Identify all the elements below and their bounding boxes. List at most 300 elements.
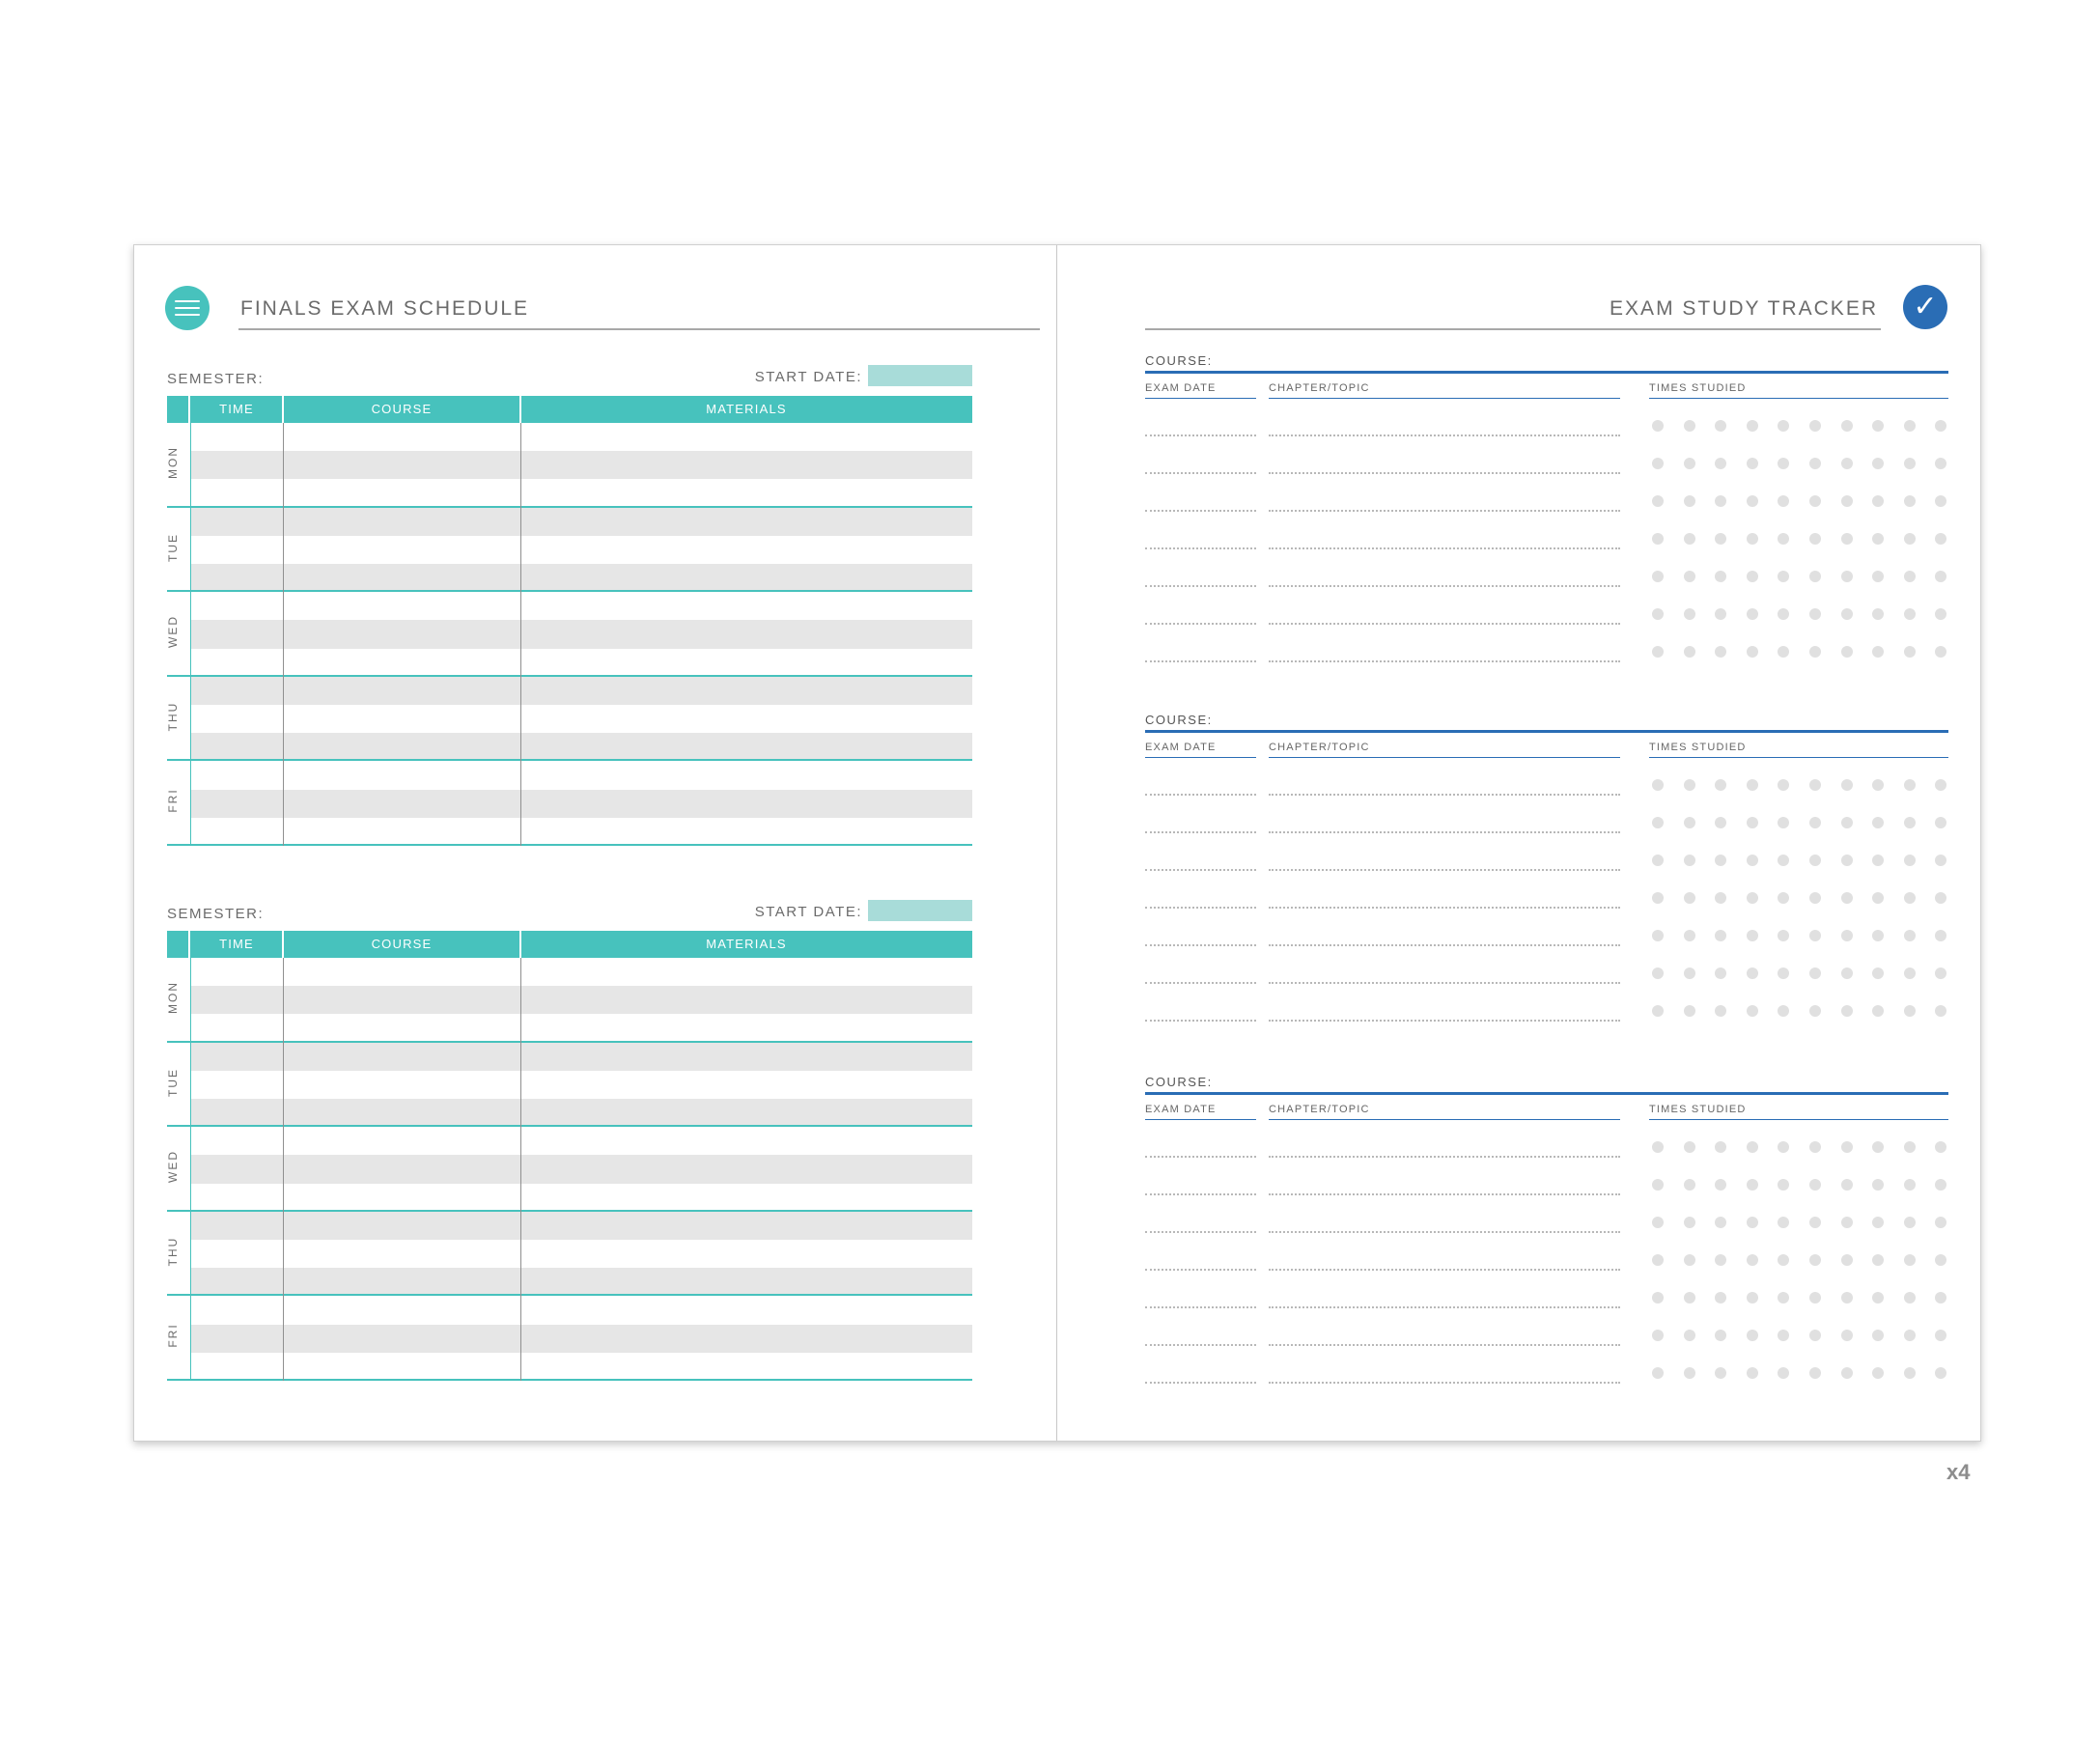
start-date-field[interactable] [868, 900, 972, 921]
study-bubble[interactable] [1841, 1141, 1853, 1153]
day-row[interactable] [167, 761, 972, 846]
study-bubble[interactable] [1684, 458, 1695, 469]
table-body [167, 423, 972, 846]
day-row[interactable] [167, 677, 972, 762]
chapter-topic-field[interactable] [1269, 660, 1620, 662]
tracker-row [1145, 519, 1948, 557]
study-bubble[interactable] [1652, 495, 1664, 507]
study-bubble[interactable] [1747, 533, 1758, 545]
chapter-topic-field[interactable] [1269, 1231, 1620, 1233]
study-bubble[interactable] [1684, 571, 1695, 582]
study-bubble[interactable] [1935, 608, 1946, 620]
study-bubble[interactable] [1809, 1254, 1821, 1266]
study-bubble[interactable] [1809, 1005, 1821, 1017]
study-bubble[interactable] [1904, 646, 1916, 658]
study-bubble[interactable] [1872, 892, 1884, 904]
study-bubble[interactable] [1778, 1254, 1789, 1266]
study-bubble[interactable] [1652, 1292, 1664, 1304]
study-bubble[interactable] [1715, 1179, 1726, 1191]
study-bubble[interactable] [1872, 930, 1884, 941]
exam-date-field[interactable] [1145, 869, 1256, 871]
column-header: TIMES STUDIED [1649, 742, 1747, 753]
study-bubble[interactable] [1935, 1367, 1946, 1379]
study-bubble[interactable] [1841, 930, 1853, 941]
start-date-label: START DATE: [754, 904, 862, 920]
day-row[interactable] [167, 1296, 972, 1381]
study-bubble[interactable] [1684, 1217, 1695, 1228]
chapter-topic-field[interactable] [1269, 510, 1620, 512]
exam-date-field[interactable] [1145, 1231, 1256, 1233]
exam-date-field[interactable] [1145, 547, 1256, 549]
study-bubble[interactable] [1715, 892, 1726, 904]
study-bubble[interactable] [1904, 533, 1916, 545]
tracker-row [1145, 1203, 1948, 1241]
study-bubble[interactable] [1715, 571, 1726, 582]
study-bubble[interactable] [1872, 1254, 1884, 1266]
study-bubble[interactable] [1809, 420, 1821, 432]
day-label: MON [166, 981, 180, 1014]
exam-date-field[interactable] [1145, 831, 1256, 833]
study-bubble[interactable] [1809, 1330, 1821, 1341]
study-bubble[interactable] [1904, 779, 1916, 791]
study-bubble[interactable] [1684, 1179, 1695, 1191]
study-bubble[interactable] [1715, 1005, 1726, 1017]
study-bubble[interactable] [1809, 495, 1821, 507]
study-bubble[interactable] [1904, 1367, 1916, 1379]
column-header: MATERIALS [706, 402, 787, 416]
study-bubble[interactable] [1935, 1217, 1946, 1228]
study-bubble[interactable] [1652, 533, 1664, 545]
study-bubble[interactable] [1935, 533, 1946, 545]
study-bubble[interactable] [1872, 1367, 1884, 1379]
study-bubble[interactable] [1778, 1141, 1789, 1153]
chapter-topic-field[interactable] [1269, 472, 1620, 474]
study-bubble[interactable] [1684, 646, 1695, 658]
chapter-topic-field[interactable] [1269, 907, 1620, 909]
study-bubble[interactable] [1684, 779, 1695, 791]
chapter-topic-field[interactable] [1269, 547, 1620, 549]
study-bubble[interactable] [1778, 1179, 1789, 1191]
study-bubble[interactable] [1841, 892, 1853, 904]
exam-date-field[interactable] [1145, 472, 1256, 474]
study-bubble[interactable] [1872, 646, 1884, 658]
day-label: FRI [166, 1323, 180, 1349]
study-bubble[interactable] [1935, 1179, 1946, 1191]
study-bubble[interactable] [1841, 608, 1853, 620]
study-bubble[interactable] [1715, 533, 1726, 545]
chapter-topic-field[interactable] [1269, 1306, 1620, 1308]
exam-date-field[interactable] [1145, 944, 1256, 946]
study-bubble[interactable] [1809, 930, 1821, 941]
study-bubble[interactable] [1841, 1179, 1853, 1191]
study-bubble[interactable] [1809, 571, 1821, 582]
study-bubble[interactable] [1684, 1005, 1695, 1017]
study-bubble[interactable] [1935, 646, 1946, 658]
chapter-topic-field[interactable] [1269, 982, 1620, 984]
study-bubble[interactable] [1652, 1141, 1664, 1153]
page-title: FINALS EXAM SCHEDULE [240, 297, 530, 320]
chapter-topic-field[interactable] [1269, 434, 1620, 436]
study-bubble[interactable] [1841, 1292, 1853, 1304]
study-bubble[interactable] [1747, 1292, 1758, 1304]
study-bubble[interactable] [1652, 1217, 1664, 1228]
study-bubble[interactable] [1904, 420, 1916, 432]
study-bubble[interactable] [1778, 1217, 1789, 1228]
study-bubble[interactable] [1778, 930, 1789, 941]
study-bubble[interactable] [1841, 533, 1853, 545]
study-bubble[interactable] [1809, 967, 1821, 979]
study-bubble[interactable] [1841, 646, 1853, 658]
study-bubble[interactable] [1715, 1292, 1726, 1304]
study-bubble[interactable] [1935, 817, 1946, 828]
column-header: CHAPTER/TOPIC [1269, 742, 1370, 753]
day-row[interactable] [167, 1043, 972, 1128]
quantity-badge: x4 [1946, 1460, 1971, 1484]
chapter-topic-field[interactable] [1269, 1020, 1620, 1022]
study-bubble[interactable] [1809, 1141, 1821, 1153]
study-bubble[interactable] [1809, 1179, 1821, 1191]
study-bubble[interactable] [1747, 646, 1758, 658]
study-bubble[interactable] [1872, 779, 1884, 791]
study-bubble[interactable] [1841, 779, 1853, 791]
study-bubble[interactable] [1935, 1254, 1946, 1266]
study-bubble[interactable] [1904, 1330, 1916, 1341]
study-bubble[interactable] [1904, 608, 1916, 620]
study-bubble[interactable] [1809, 855, 1821, 866]
study-bubble[interactable] [1935, 571, 1946, 582]
study-bubble[interactable] [1715, 779, 1726, 791]
study-bubble[interactable] [1778, 608, 1789, 620]
study-bubble[interactable] [1904, 1217, 1916, 1228]
chapter-topic-field[interactable] [1269, 585, 1620, 587]
study-bubble[interactable] [1935, 495, 1946, 507]
study-bubble[interactable] [1872, 420, 1884, 432]
study-bubble[interactable] [1872, 458, 1884, 469]
study-bubble[interactable] [1684, 533, 1695, 545]
study-bubble[interactable] [1747, 855, 1758, 866]
study-bubble[interactable] [1652, 1330, 1664, 1341]
study-bubble[interactable] [1747, 458, 1758, 469]
study-bubble[interactable] [1652, 1005, 1664, 1017]
study-bubble[interactable] [1652, 458, 1664, 469]
study-bubble[interactable] [1715, 1141, 1726, 1153]
tracker-row [1145, 1165, 1948, 1203]
exam-date-field[interactable] [1145, 1344, 1256, 1346]
day-label: WED [166, 615, 180, 649]
study-bubble[interactable] [1809, 533, 1821, 545]
study-bubble[interactable] [1684, 1254, 1695, 1266]
study-bubble[interactable] [1778, 458, 1789, 469]
study-bubble[interactable] [1747, 1367, 1758, 1379]
study-bubble[interactable] [1841, 495, 1853, 507]
study-bubble[interactable] [1809, 817, 1821, 828]
exam-date-field[interactable] [1145, 623, 1256, 625]
study-bubble[interactable] [1872, 608, 1884, 620]
chapter-topic-field[interactable] [1269, 1382, 1620, 1384]
exam-date-field[interactable] [1145, 1156, 1256, 1158]
exam-date-field[interactable] [1145, 1382, 1256, 1384]
exam-date-field[interactable] [1145, 1269, 1256, 1271]
study-bubble[interactable] [1809, 1292, 1821, 1304]
study-bubble[interactable] [1935, 779, 1946, 791]
study-bubble[interactable] [1747, 1254, 1758, 1266]
study-bubble[interactable] [1684, 1330, 1695, 1341]
study-bubble[interactable] [1904, 1141, 1916, 1153]
study-bubble[interactable] [1747, 608, 1758, 620]
study-bubble[interactable] [1809, 1367, 1821, 1379]
study-bubble[interactable] [1715, 495, 1726, 507]
study-bubble[interactable] [1715, 967, 1726, 979]
study-bubble[interactable] [1778, 779, 1789, 791]
chapter-topic-field[interactable] [1269, 869, 1620, 871]
study-bubble[interactable] [1809, 779, 1821, 791]
study-bubble[interactable] [1652, 779, 1664, 791]
study-bubble[interactable] [1841, 420, 1853, 432]
chapter-topic-field[interactable] [1269, 944, 1620, 946]
study-bubble[interactable] [1904, 930, 1916, 941]
study-bubble[interactable] [1809, 892, 1821, 904]
study-bubble[interactable] [1904, 495, 1916, 507]
semester-label: SEMESTER: [167, 371, 265, 387]
study-bubble[interactable] [1809, 1217, 1821, 1228]
study-bubble[interactable] [1747, 1179, 1758, 1191]
study-bubble[interactable] [1684, 930, 1695, 941]
study-bubble[interactable] [1935, 1141, 1946, 1153]
study-bubble[interactable] [1778, 817, 1789, 828]
study-bubble[interactable] [1652, 1367, 1664, 1379]
study-bubble[interactable] [1841, 1254, 1853, 1266]
study-bubble[interactable] [1841, 855, 1853, 866]
study-bubble[interactable] [1715, 817, 1726, 828]
exam-date-field[interactable] [1145, 794, 1256, 796]
study-bubble[interactable] [1778, 1330, 1789, 1341]
tracker-row [1145, 482, 1948, 519]
study-bubble[interactable] [1684, 855, 1695, 866]
study-bubble[interactable] [1872, 1141, 1884, 1153]
column-header: TIMES STUDIED [1649, 1104, 1747, 1115]
day-row[interactable] [167, 958, 972, 1043]
study-bubble[interactable] [1747, 930, 1758, 941]
study-bubble[interactable] [1935, 1330, 1946, 1341]
study-bubble[interactable] [1778, 1367, 1789, 1379]
study-bubble[interactable] [1904, 855, 1916, 866]
chapter-topic-field[interactable] [1269, 831, 1620, 833]
column-header: MATERIALS [706, 937, 787, 951]
day-row[interactable] [167, 508, 972, 593]
exam-schedule-table [167, 359, 972, 846]
study-bubble[interactable] [1935, 930, 1946, 941]
study-bubble[interactable] [1715, 458, 1726, 469]
study-bubble[interactable] [1904, 967, 1916, 979]
finals-exam-schedule-page [134, 245, 1056, 1441]
study-bubble[interactable] [1715, 646, 1726, 658]
study-bubble[interactable] [1652, 608, 1664, 620]
study-bubble[interactable] [1841, 458, 1853, 469]
exam-date-field[interactable] [1145, 660, 1256, 662]
study-bubble[interactable] [1872, 1292, 1884, 1304]
study-bubble[interactable] [1872, 855, 1884, 866]
study-bubble[interactable] [1935, 420, 1946, 432]
study-bubble[interactable] [1872, 495, 1884, 507]
study-bubble[interactable] [1747, 495, 1758, 507]
study-bubble[interactable] [1652, 967, 1664, 979]
study-bubble[interactable] [1778, 571, 1789, 582]
study-bubble[interactable] [1935, 967, 1946, 979]
chapter-topic-field[interactable] [1269, 1193, 1620, 1195]
study-bubble[interactable] [1684, 1141, 1695, 1153]
study-bubble[interactable] [1715, 930, 1726, 941]
tracker-row [1145, 595, 1948, 632]
exam-date-field[interactable] [1145, 1193, 1256, 1195]
tracker-row [1145, 879, 1948, 916]
study-bubble[interactable] [1684, 1367, 1695, 1379]
study-bubble[interactable] [1872, 533, 1884, 545]
exam-date-field[interactable] [1145, 982, 1256, 984]
course-label: COURSE: [1145, 353, 1213, 368]
exam-date-field[interactable] [1145, 1306, 1256, 1308]
tracker-row [1145, 1241, 1948, 1278]
study-bubble[interactable] [1872, 1330, 1884, 1341]
chapter-topic-field[interactable] [1269, 1269, 1620, 1271]
study-bubble[interactable] [1747, 1330, 1758, 1341]
column-header: COURSE [371, 402, 433, 416]
study-bubble[interactable] [1904, 571, 1916, 582]
study-bubble[interactable] [1872, 967, 1884, 979]
study-bubble[interactable] [1809, 458, 1821, 469]
study-bubble[interactable] [1715, 420, 1726, 432]
start-date-field[interactable] [868, 365, 972, 386]
study-bubble[interactable] [1778, 420, 1789, 432]
study-bubble[interactable] [1904, 458, 1916, 469]
study-bubble[interactable] [1904, 817, 1916, 828]
day-row[interactable] [167, 592, 972, 677]
exam-date-field[interactable] [1145, 510, 1256, 512]
study-bubble[interactable] [1747, 420, 1758, 432]
exam-date-field[interactable] [1145, 1020, 1256, 1022]
study-bubble[interactable] [1652, 855, 1664, 866]
course-label: COURSE: [1145, 1075, 1213, 1089]
study-bubble[interactable] [1778, 495, 1789, 507]
study-bubble[interactable] [1652, 892, 1664, 904]
column-header: CHAPTER/TOPIC [1269, 1104, 1370, 1115]
study-bubble[interactable] [1747, 817, 1758, 828]
study-bubble[interactable] [1684, 967, 1695, 979]
study-bubble[interactable] [1778, 1005, 1789, 1017]
day-row[interactable] [167, 423, 972, 508]
study-bubble[interactable] [1904, 1005, 1916, 1017]
exam-schedule-table [167, 894, 972, 1381]
study-bubble[interactable] [1747, 779, 1758, 791]
tracker-row [1145, 916, 1948, 954]
study-bubble[interactable] [1904, 892, 1916, 904]
exam-date-field[interactable] [1145, 907, 1256, 909]
day-label: TUE [166, 532, 180, 562]
study-bubble[interactable] [1841, 571, 1853, 582]
study-bubble[interactable] [1652, 420, 1664, 432]
study-bubble[interactable] [1652, 1254, 1664, 1266]
study-bubble[interactable] [1778, 646, 1789, 658]
study-bubble[interactable] [1684, 892, 1695, 904]
study-bubble[interactable] [1778, 892, 1789, 904]
study-bubble[interactable] [1715, 1367, 1726, 1379]
study-bubble[interactable] [1841, 817, 1853, 828]
title-underline [238, 328, 1040, 330]
study-bubble[interactable] [1747, 571, 1758, 582]
study-bubble[interactable] [1872, 1179, 1884, 1191]
day-row[interactable] [167, 1212, 972, 1297]
study-bubble[interactable] [1841, 967, 1853, 979]
study-bubble[interactable] [1872, 1217, 1884, 1228]
study-bubble[interactable] [1809, 646, 1821, 658]
study-bubble[interactable] [1841, 1217, 1853, 1228]
study-bubble[interactable] [1747, 892, 1758, 904]
column-header: CHAPTER/TOPIC [1269, 382, 1370, 394]
study-bubble[interactable] [1904, 1179, 1916, 1191]
study-bubble[interactable] [1904, 1254, 1916, 1266]
study-bubble[interactable] [1747, 967, 1758, 979]
study-bubble[interactable] [1809, 608, 1821, 620]
column-header: TIME [219, 937, 254, 951]
study-bubble[interactable] [1747, 1141, 1758, 1153]
study-bubble[interactable] [1684, 420, 1695, 432]
chapter-topic-field[interactable] [1269, 794, 1620, 796]
chapter-topic-field[interactable] [1269, 623, 1620, 625]
study-bubble[interactable] [1872, 571, 1884, 582]
study-bubble[interactable] [1684, 1292, 1695, 1304]
study-bubble[interactable] [1935, 1292, 1946, 1304]
study-bubble[interactable] [1935, 855, 1946, 866]
study-bubble[interactable] [1715, 1330, 1726, 1341]
column-header: EXAM DATE [1145, 382, 1217, 394]
column-header: EXAM DATE [1145, 1104, 1217, 1115]
study-bubble[interactable] [1872, 817, 1884, 828]
study-bubble[interactable] [1652, 646, 1664, 658]
study-bubble[interactable] [1652, 817, 1664, 828]
study-bubble[interactable] [1747, 1217, 1758, 1228]
exam-date-field[interactable] [1145, 434, 1256, 436]
study-bubble[interactable] [1778, 855, 1789, 866]
study-bubble[interactable] [1684, 608, 1695, 620]
study-bubble[interactable] [1778, 1292, 1789, 1304]
study-bubble[interactable] [1841, 1005, 1853, 1017]
study-bubble[interactable] [1904, 1292, 1916, 1304]
study-bubble[interactable] [1684, 495, 1695, 507]
chapter-topic-field[interactable] [1269, 1344, 1620, 1346]
study-bubble[interactable] [1715, 1254, 1726, 1266]
study-bubble[interactable] [1935, 892, 1946, 904]
study-bubble[interactable] [1652, 1179, 1664, 1191]
study-bubble[interactable] [1778, 967, 1789, 979]
day-label: THU [166, 701, 180, 732]
study-bubble[interactable] [1841, 1367, 1853, 1379]
study-bubble[interactable] [1684, 817, 1695, 828]
study-bubble[interactable] [1652, 571, 1664, 582]
study-bubble[interactable] [1841, 1330, 1853, 1341]
study-bubble[interactable] [1778, 533, 1789, 545]
study-bubble[interactable] [1935, 1005, 1946, 1017]
day-row[interactable] [167, 1127, 972, 1212]
exam-date-field[interactable] [1145, 585, 1256, 587]
tracker-row [1145, 803, 1948, 841]
study-bubble[interactable] [1747, 1005, 1758, 1017]
study-bubble[interactable] [1715, 1217, 1726, 1228]
study-bubble[interactable] [1715, 608, 1726, 620]
study-bubble[interactable] [1935, 458, 1946, 469]
study-bubble[interactable] [1652, 930, 1664, 941]
chapter-topic-field[interactable] [1269, 1156, 1620, 1158]
study-bubble[interactable] [1715, 855, 1726, 866]
study-bubble[interactable] [1872, 1005, 1884, 1017]
